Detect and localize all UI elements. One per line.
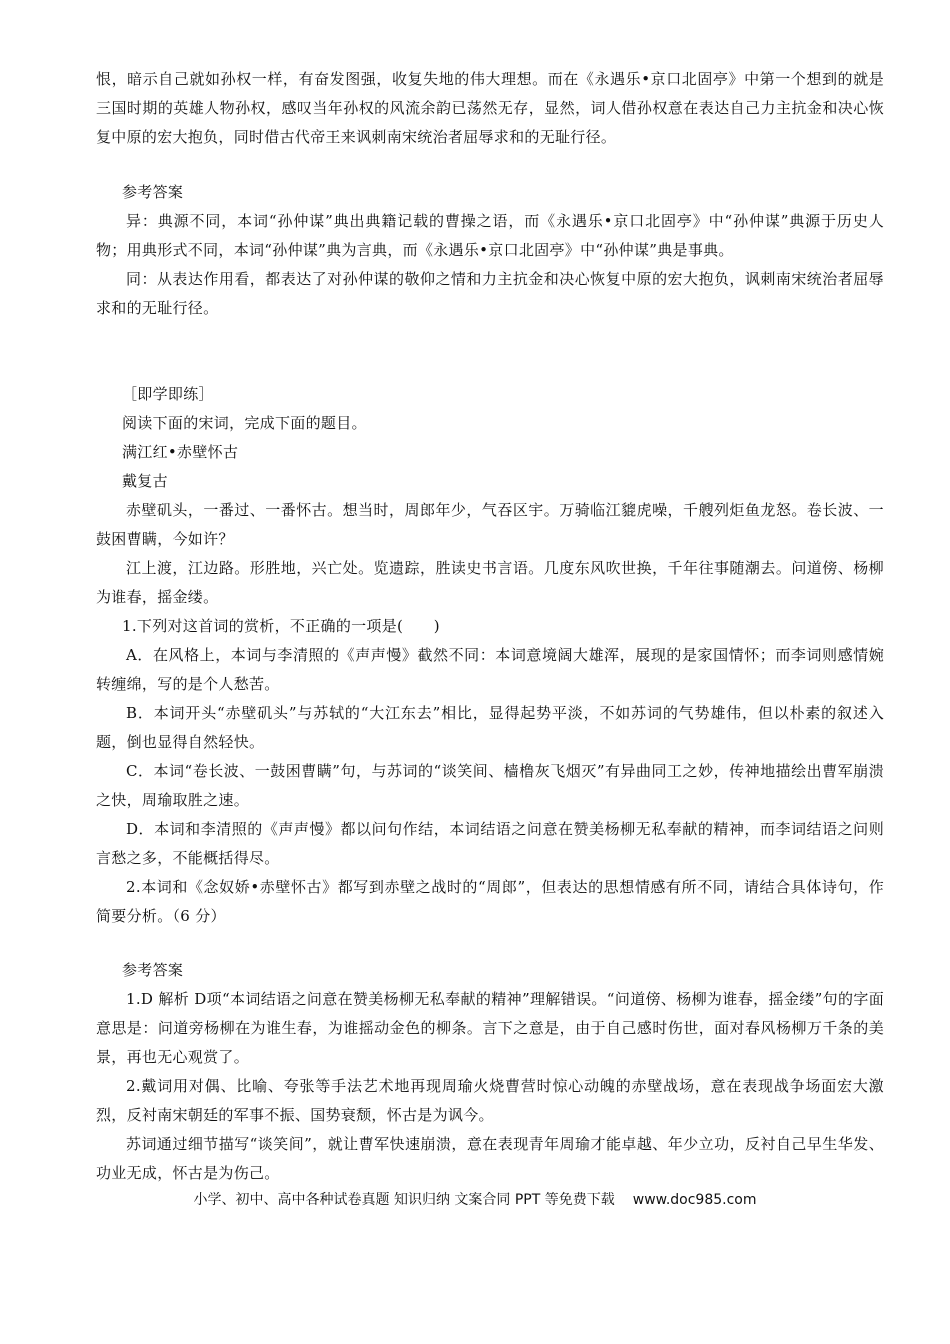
answer2-item-2: 2.戴词用对偶、比喻、夸张等手法艺术地再现周瑜火烧曹营时惊心动魄的赤壁战场，意在表现战争场面宏大激烈，反衬南宋朝廷的军事不振、国势衰颓，怀古是为讽今。 [96, 1077, 884, 1124]
footer-url[interactable]: www.doc985.com [632, 1192, 757, 1208]
answer2-heading: 参考答案 [122, 961, 184, 979]
answer2-item-3: 苏词通过细节描写“谈笑间”，就让曹军快速崩溃，意在表现青年周瑜才能卓越、年少立功，反衬自己早生华发、功业无成，怀古是为伤己。 [96, 1135, 884, 1182]
poem-stanza-2: 江上渡，江边路。形胜地，兴亡处。览遗踪，胜读史书言语。几度东风吹世换，千年往事随潮去。问道傍、杨柳为谁春，摇金缕。 [96, 559, 884, 606]
answer2-item-1: 1.D 解析 D项“本词结语之问意在赞美杨柳无私奉献的精神”理解错误。“问道傍、杨柳为谁春，摇金缕”句的字面意思是：问道旁杨柳在为谁生春，为谁摇动金色的柳条。言下之意是，由于自己感时伤世，面对春风杨柳万千条的美景，再也无心观赏了。 [96, 990, 884, 1066]
answer-heading: 参考答案 [122, 183, 184, 201]
option-b: B．本词开头“赤壁矶头”与苏轼的“大江东去”相比，显得起势平淡，不如苏词的气势雄伟，但以朴素的叙述入题，倒也显得自然轻快。 [96, 704, 884, 751]
question-1: 1.下列对这首词的赏析，不正确的一项是( ) [122, 617, 440, 635]
question-2: 2.本词和《念奴娇•赤壁怀古》都写到赤壁之战时的“周郎”，但表达的思想情感有所不同，请结合具体诗句，作简要分析。（6 分） [96, 878, 884, 925]
poem-author: 戴复古 [122, 472, 168, 490]
page-footer [0, 1187, 950, 1213]
opening-paragraph: 恨，暗示自己就如孙权一样，有奋发图强，收复失地的伟大理想。而在《永遇乐•京口北固亭》中第一个想到的就是三国时期的英雄人物孙权，感叹当年孙权的风流余韵已荡然无存，显然，词人借孙权意在表达自己力主抗金和决心恢复中原的宏大抱负，同时借古代帝王来讽刺南宋统治者屈辱求和的无耻行径。 [96, 70, 884, 146]
option-d: D．本词和李清照的《声声慢》都以问句作结，本词结语之问意在赞美杨柳无私奉献的精神，而李词结语之问则言愁之多，不能概括得尽。 [96, 820, 884, 867]
practice-section-label: ［即学即练］ [122, 385, 214, 403]
answer-diff-paragraph: 异：典源不同，本词“孙仲谋”典出典籍记载的曹操之语，而《永遇乐•京口北固亭》中“孙仲谋”典源于历史人物；用典形式不同，本词“孙仲谋”典为言典，而《永遇乐•京口北固亭》中“孙仲谋”典是事典。 [96, 212, 884, 259]
footer-text: 小学、初中、高中各种试卷真题 知识归纳 文案合同 PPT 等免费下载 [193, 1192, 615, 1208]
poem-stanza-1: 赤壁矶头，一番过、一番怀古。想当时，周郎年少，气吞区宇。万骑临江貔虎噪，千艘列炬鱼龙怒。卷长波、一鼓困曹瞒，今如许？ [96, 501, 884, 548]
practice-instruction: 阅读下面的宋词，完成下面的题目。 [122, 414, 367, 432]
poem-title: 满江红•赤壁怀古 [122, 443, 239, 461]
option-c: C．本词“卷长波、一鼓困曹瞒”句，与苏词的“谈笑间、樯橹灰飞烟灭”有异曲同工之妙，传神地描绘出曹军崩溃之快，周瑜取胜之速。 [96, 762, 884, 809]
option-a: A．在风格上，本词与李清照的《声声慢》截然不同：本词意境阔大雄浑，展现的是家国情怀；而李词则感情婉转缠绵，写的是个人愁苦。 [96, 646, 884, 693]
answer-same-paragraph: 同：从表达作用看，都表达了对孙仲谋的敬仰之情和力主抗金和决心恢复中原的宏大抱负，讽刺南宋统治者屈辱求和的无耻行径。 [96, 270, 884, 317]
